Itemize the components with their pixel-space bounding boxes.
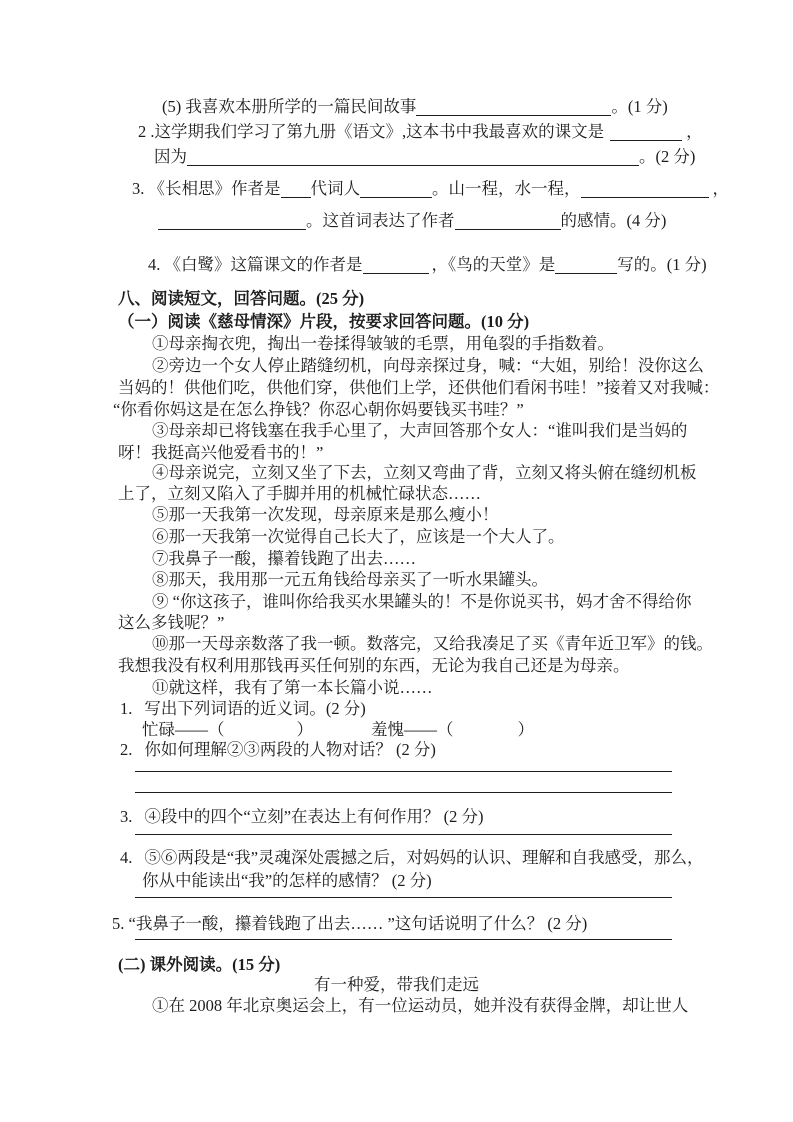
text-run: 写出下列词语的近义词。(2 分) <box>144 699 366 718</box>
spacer <box>454 734 518 735</box>
text-run: 忙碌——（ <box>142 720 225 739</box>
passage-paragraph-2-line2 <box>118 376 719 399</box>
text-run: ， <box>712 179 729 198</box>
text-run: 。(1 分) <box>611 97 668 116</box>
text-run: 我想我没有权利用那钱再买任何别的东西，无论为我自己还是为母亲。 <box>118 656 630 675</box>
text-run: ⑨ “你这孩子，谁叫你给我买水果罐头的！不是你说买书，妈才舍不得给你 <box>152 592 692 611</box>
reading-question-4-line2 <box>142 869 432 892</box>
text-run: 这么多钱呢？” <box>118 613 225 632</box>
text-run: 你从中能读出“我”的怎样的感情？ (2 分) <box>142 871 432 890</box>
reading-question-2 <box>120 738 436 761</box>
text-run: ⑧那天，我用那一元五角钱给母亲买了一听水果罐头。 <box>152 570 548 589</box>
reading-question-3 <box>120 805 484 828</box>
answer-rule-q3 <box>135 834 672 835</box>
text-run: ⑦我鼻子一酸，攥着钱跑了出去…… <box>152 549 416 568</box>
passage-paragraph-2-line1 <box>152 354 704 377</box>
text-run: ⑤⑥两段是“我”灵魂深处震撼之后，对妈妈的认识、理解和自我感受，那么， <box>144 848 704 867</box>
text-run: ⑥那一天我第一次觉得自己长大了，应该是一个大人了。 <box>152 527 565 546</box>
part-1-heading <box>118 310 529 333</box>
text-run: “你看你妈这是在怎么挣钱？你忍心朝你妈要钱买书哇？” <box>113 400 524 419</box>
reading-question-4-line1 <box>120 846 704 869</box>
question-2-line1 <box>138 120 703 143</box>
spacer <box>132 821 144 822</box>
text-run: 。(2 分) <box>639 147 696 166</box>
text-run: 因为 <box>154 147 187 166</box>
answer-rule-q2-line2 <box>135 792 672 793</box>
passage-paragraph-9-line2 <box>118 611 224 634</box>
passage-paragraph-6 <box>152 525 565 548</box>
fill-in-blank <box>187 151 639 166</box>
text-run: 2 .这学期我们学习了第九册《语文》,这本书中我最喜欢的课文是 <box>138 122 605 141</box>
text-run: ④段中的四个“立刻”在表达上有何作用？ (2 分) <box>144 807 484 826</box>
answer-rule-q2-line1 <box>135 771 672 772</box>
text-run: 。这首词表达了作者 <box>306 211 455 230</box>
passage-paragraph-8 <box>152 568 548 591</box>
fill-in-blank <box>416 101 611 116</box>
answer-rule-q4 <box>135 897 672 898</box>
fill-in-blank <box>581 183 709 198</box>
passage-paragraph-10-line1 <box>152 632 713 655</box>
text-run: 5. “我鼻子一酸，攥着钱跑了出去…… ”这句话说明了什么？ (2 分) <box>112 914 588 933</box>
fill-in-blank <box>281 183 311 198</box>
text-run: ③母亲却已将钱塞在我手心里了，大声回答那个女人：“谁叫我们是当妈的 <box>152 421 688 440</box>
passage-paragraph-9-line1 <box>152 590 691 613</box>
section-8-heading <box>118 287 364 310</box>
text-run: ④母亲说完，立刻又坐了下去，立刻又弯曲了背，立刻又将头俯在缝纫机板 <box>152 463 697 482</box>
text-run: （一）阅读《慈母情深》片段，按要求回答问题。(10 分) <box>118 312 530 331</box>
passage-paragraph-5 <box>152 503 499 526</box>
text-run: 3. 《长相思》作者是 <box>132 179 281 198</box>
question-2-line2 <box>154 145 695 168</box>
text-run: ⑩那一天母亲数落了我一顿。数落完，又给我凑足了买《青年近卫军》的钱。 <box>152 634 713 653</box>
spacer <box>132 713 144 714</box>
text-run: ，《鸟的天堂》是 <box>431 255 556 274</box>
passage-2-title <box>0 973 793 996</box>
passage-paragraph-11 <box>152 676 433 699</box>
text-run: ①在 2008 年北京奥运会上，有一位运动员，她并没有获得金牌，却让世人 <box>152 996 689 1015</box>
question-3-line1 <box>132 177 729 200</box>
text-run: 八、阅读短文，回答问题。(25 分) <box>118 289 365 308</box>
question-4-line <box>148 253 707 276</box>
text-run: (5) 我喜欢本册所学的一篇民间故事 <box>162 97 417 116</box>
reading-question-1 <box>120 697 366 720</box>
text-run: 3. <box>120 807 133 826</box>
text-run: ⑤那一天我第一次发现，母亲原来是那么瘦小！ <box>152 505 499 524</box>
text-run: 2. <box>120 740 133 759</box>
fill-in-blank <box>610 126 682 141</box>
passage-paragraph-10-line2 <box>118 654 630 677</box>
text-run: 呀！我挺高兴他爱看书的！” <box>118 443 324 462</box>
spacer <box>132 862 144 863</box>
answer-rule-q5 <box>135 939 672 940</box>
fill-in-blank <box>455 215 561 230</box>
text-run: 4. <box>120 848 133 867</box>
text-run: (二) 课外阅读。(15 分) <box>118 955 281 974</box>
text-run: 写的。(1 分) <box>617 255 707 274</box>
text-run: ） <box>517 720 534 739</box>
fill-in-blank <box>158 215 306 230</box>
spacer <box>132 754 144 755</box>
fill-item-5 <box>162 95 668 118</box>
passage-paragraph-4-line1 <box>152 461 697 484</box>
passage-paragraph-7 <box>152 547 416 570</box>
text-run: 当妈的！供他们吃，供他们穿，供他们上学，还供他们看闲书哇！”接着又对我喊： <box>118 378 720 397</box>
text-run: ） <box>296 720 313 739</box>
text-run: 4. 《白鹭》这篇课文的作者是 <box>148 255 363 274</box>
text-run: ②旁边一个女人停止踏缝纫机，向母亲探过身，喊：“大姐，别给！没你这么 <box>152 356 704 375</box>
text-run: ⑪就这样，我有了第一本长篇小说…… <box>152 678 433 697</box>
text-run: ①母亲掏衣兜，掏出一卷揉得皱皱的毛票，用龟裂的手指数着。 <box>152 334 614 353</box>
spacer <box>313 734 371 735</box>
text-run: 的感情。(4 分) <box>560 211 667 230</box>
passage-paragraph-3-line1 <box>152 419 687 442</box>
question-3-line2 <box>158 209 666 232</box>
passage-paragraph-4-line2 <box>118 482 481 505</box>
text-run: 代词人 <box>310 179 360 198</box>
text-run: 你如何理解②③两段的人物对话？ (2 分) <box>144 740 436 759</box>
fill-in-blank <box>360 183 432 198</box>
passage-paragraph-1 <box>152 332 614 355</box>
fill-in-blank <box>363 259 429 274</box>
text-run: 羞愧——（ <box>371 720 454 739</box>
text-run: 。山一程，水一程， <box>432 179 581 198</box>
text-run: 上了，立刻又陷入了手脚并用的机械忙碌状态…… <box>118 484 481 503</box>
text-run: 1. <box>120 699 133 718</box>
text-run: ， <box>686 122 703 141</box>
text-run: 有一种爱，带我们走远 <box>314 975 479 994</box>
reading-question-5 <box>112 912 587 935</box>
fill-in-blank <box>555 259 617 274</box>
spacer <box>225 734 297 735</box>
passage-paragraph-2-line3 <box>113 398 524 421</box>
passage-2-paragraph-1 <box>152 994 688 1017</box>
